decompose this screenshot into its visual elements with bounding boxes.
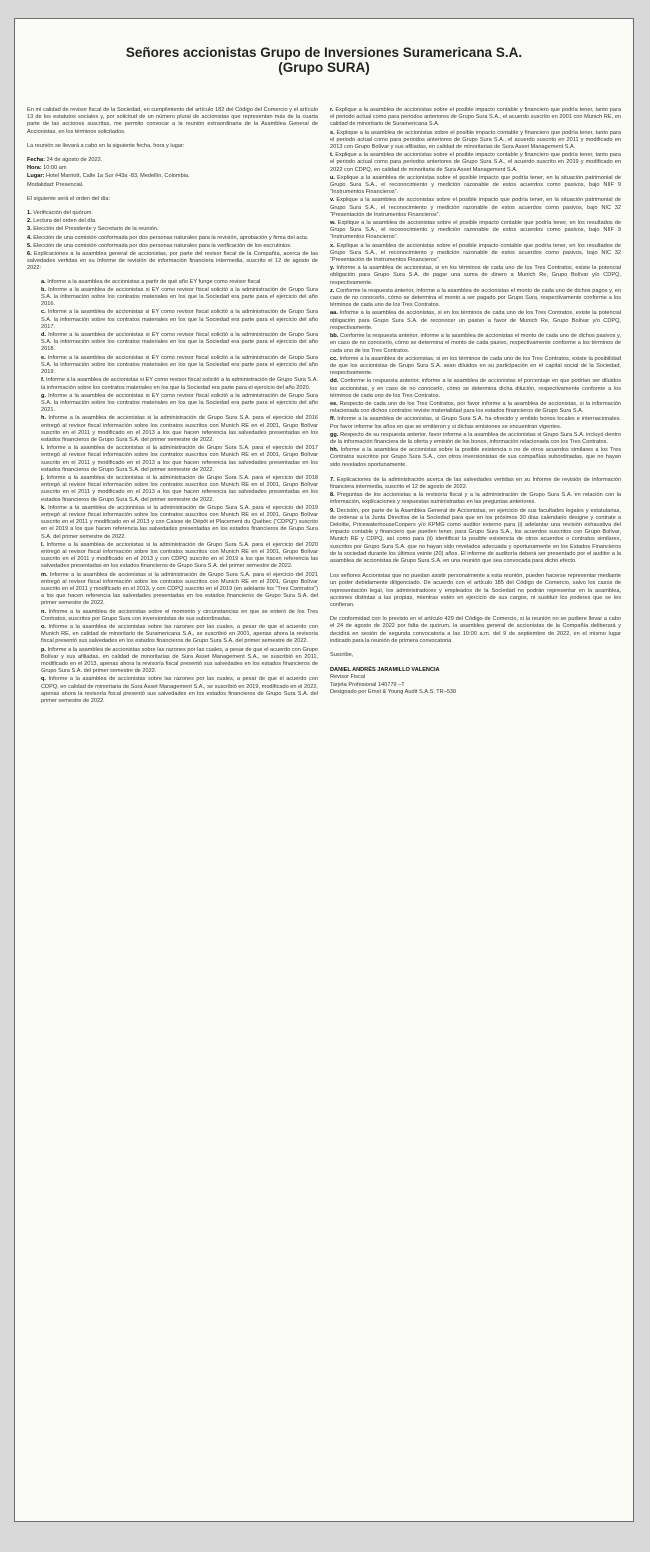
signer-card: Tarjeta Profesional 140779 –T bbox=[330, 681, 405, 688]
intro-paragraph: En mi calidad de revisor fiscal de la Sociedad, en cumplimiento del artículo 182 del Código del Comercio y el artículo 13 de los estatutos sociales y, por solicitud de un número plural de accionistas que representan más de la cuarta parte de las acciones suscritas, me permito convocar a la reunión extraordinaria de la Asamblea General de Accionistas, en los términos solicitados. bbox=[27, 107, 318, 135]
second-call-paragraph: De conformidad con lo previsto en el artículo 429 del Código de Comercio, si la reunión no se pudiere llevar a cabo el 24 de agosto de 2022 por falta de quórum, la asamblea general de accionistas de la Compañía deliberará y decidirá en sesión de segunda convocatoria a las 10:00 a.m. del 9 de septiembre de 2022, en el mismo lugar indicado para la reunión de primera convocatoria bbox=[330, 616, 621, 644]
sub-item: b. Informe a la asamblea de accionistas si EY como revisor fiscal solicitó a la administración de Grupo Sura S.A. la información sobre los contratos materiales en los que la Sociedad era parte para el ejercicio del año 2016. bbox=[41, 286, 318, 308]
sub-item: y. Informe a la asamblea de accionistas, si en los términos de cada uno de los Tres Contratos, existe la potencial obligación para Grupo Sura S.A. de pagar una suma de dinero a Munich Re, Grupo Bolívar y/o CDPQ, respectivamente. bbox=[330, 265, 621, 286]
hora-line: Hora: 10:00 am bbox=[27, 165, 67, 172]
text-columns bbox=[27, 107, 621, 1509]
notice-title bbox=[15, 45, 633, 75]
signer-name: DANIEL ANDRÉS JARAMILLO VALENCIA bbox=[330, 667, 440, 674]
lugar-line: Lugar: Hotel Marriott, Calle 1a Sur #43a -83, Medellín, Colombia. bbox=[27, 173, 190, 180]
sub-item: ff. Informe a la asamblea de accionistas, si Grupo Sura S.A. ha ofrecido y emitido bonos locales e internacionales. Por favor informe los años en que se emitieron y si dichas emisiones se encuentran vigentes. bbox=[330, 416, 621, 430]
sub-item: m. Informe a la asamblea de accionistas si la administración de Grupo Sura S.A. para el ejercicio del 2021 entregó al revisor fiscal información sobre los contratos suscritos con Munich RE en el 2001, Grupo Bolívar suscrito en el 2011 y modificado en el 2013, y con CDPQ suscrito en el 2019 (en adelante los “Tres Contratos”) a los que hacen referencia las salvedades presentadas en los estados financieros de Grupo Sura S.A. del primer semestre de 2022. bbox=[41, 571, 318, 607]
signer-firm: Designado por Ernst & Young Audit S.A.S. TR–530 bbox=[330, 688, 457, 695]
sub-item: n. Informe a la asamblea de accionistas sobre el momento y circunstancias en que se enteró de los Tres Contratos, suscritos por Grupo Sura con inversionistas de sus subordinadas. bbox=[41, 608, 318, 622]
sub-item: d. Informe a la asamblea de accionistas si EY como revisor fiscal solicitó a la administración de Grupo Sura S.A. la información sobre los contratos materiales en los que la Sociedad era parte para el ejercicio del año 2018. bbox=[41, 332, 318, 353]
sub-item: t. Explique a la asamblea de accionistas sobre el posible impacto contable y financiero que podría tener, tanto para el periodo actual como para periodos anteriores de Grupo Sura S.A., el acuerdo suscrito en 2019 y modificado en 2022 con CDPQ, en calidad de minoritaria de Sura Asset Management S.A. bbox=[330, 152, 621, 173]
sub-item: i. Informe a la asamblea de accionistas si la administración de Grupo Sura S.A. para el ejercicio del 2017 entregó al revisor fiscal información sobre los contratos suscritos con Munich RE en el 2001, Grupo Bolívar suscrito en el 2011 y modificado en el 2013 a los que hacen referencia las salvedades presentadas en los estados financieros de Grupo Sura S.A. del primer semestre de 2022. bbox=[41, 445, 318, 473]
sub-item: r. Explique a la asamblea de accionistas sobre el posible impacto contable y financiero que podría tener, tanto para el periodo actual como para periodos anteriores de Grupo Sura S.A., el acuerdo suscrito en 2001 con Munich RE, en calidad de minoritario de Suramericana S.A. bbox=[330, 107, 621, 128]
notice-sheet bbox=[14, 18, 634, 1522]
sub-item: dd. Conforme la respuesta anterior, informe a la asamblea de accionistas el porcentaje en que podrían ser diluidos los accionistas, y en caso de no conocerlo, cómo se determina dicha dilución, respectivamente conforme a los términos de cada uno de los Tres Contratos. bbox=[330, 378, 621, 399]
right-column bbox=[330, 107, 621, 1509]
sub-item: e. Informe a la asamblea de accionistas si EY como revisor fiscal solicitó a la administración de Grupo Sura S.A. la información sobre los contratos materiales en los que la Sociedad era parte para el ejercicio del año 2019. bbox=[41, 354, 318, 376]
sub-item: v. Explique a la asamblea de accionistas sobre el posible impacto que podría tener, en la situación patrimonial de Grupo Sura S.A., el reconocimiento y medición razonable de estos acuerdos como pasivos, bajo NIC 32 “Presentación de Instrumentos Financieros”. bbox=[330, 197, 621, 218]
agenda-item: 1. Verificación del quórum. bbox=[27, 210, 93, 217]
sub-items-right bbox=[330, 107, 621, 469]
sub-item: l. Informe a la asamblea de accionistas si la administración de Grupo Sura S.A. para el ejercicio del 2020 entregó al revisor fiscal información sobre los contratos suscritos con Munich RE en el 2001, Grupo Bolívar suscrito en el 2011 y modificado en el 2013 y con CDPQ suscrito en el 2019 a los que hacen referencia las salvedades presentadas en los estados financieros de Grupo Sura S.A. del primer semestre de 2022. bbox=[41, 541, 318, 570]
sub-item: j. Informe a la asamblea de accionistas si la administración de Grupo Sura S.A. para el ejercicio del 2018 entregó al revisor fiscal información sobre los contratos suscritos con Munich RE en el 2001, Grupo Bolívar suscrito en el 2011 y modificado en el 2013 a los que hacen referencia las salvedades presentadas en los estados financieros de Grupo Sura S.A. del primer semestre de 2022. bbox=[41, 474, 318, 503]
agenda-item: 4. Elección de una comisión conformada por dos personas naturales para la revisión, aprobación y firma del acta. bbox=[27, 234, 309, 241]
sub-item: gg. Respecto de su respuesta anterior, favor informe a la asamblea de accionistas si Grupo Sura S.A. incluyó dentro de la información financiera de la oferta y emisión de los bonos, información relacionada con los Tres Contratos. bbox=[330, 431, 621, 445]
agenda-item: 6. Explicaciones a la asamblea general de accionistas, por parte del revisor fiscal de la Compañía, acerca de las salvedades vertidas en su Informe de revisión de información financiera intermedia, suscrito el 12 de agosto de 2022: bbox=[27, 251, 318, 272]
signer-role: Revisor Fiscal bbox=[330, 674, 366, 681]
sub-item: q. Informe a la asamblea de accionistas sobre las razones por las cuales, a pesar de que el acuerdo con CDPQ, en calidad de minoritaria de Sura Asset Management S.A., se suscribió en 2019, modificado en el 2022, apenas ahora la revisoría fiscal presentó sus salvedades en los estados financieros de Grupo Sura S.A. del primer semestre de 2022. bbox=[41, 676, 318, 705]
sub-item: u. Explique a la asamblea de accionistas sobre el posible impacto que podría tener, en la situación patrimonial de Grupo Sura S.A., el reconocimiento y medición razonable de estos acuerdos como pasivos, bajo NIIF 9 “Instrumentos Financieros”. bbox=[330, 174, 621, 196]
sub-items-left bbox=[27, 279, 318, 706]
sub-item: o. Informe a la asamblea de accionistas sobre las razones por las cuales, a pesar de que el acuerdo con Munich RE, en calidad de minoritario de Suramericana S.A., se suscribió en 2001, apenas ahora la revisoría fiscal presentó sus salvedades en los estados financieros de Grupo Sura S.A. del primer semestre de 2022. bbox=[41, 624, 318, 645]
sub-item: c. Informe a la asamblea de accionistas si EY como revisor fiscal solicitó a la administración de Grupo Sura S.A. la información sobre los contratos materiales en los que la Sociedad era parte para el ejercicio del año 2017. bbox=[41, 309, 318, 330]
sub-item: f. Informe a la asamblea de accionistas si EY como revisor fiscal solicitó a la administración de Grupo Sura S.A. la información sobre los contratos materiales en los que la Sociedad era parte para el ejercicio del año 2020. bbox=[41, 377, 318, 391]
sub-item: s. Explique a la asamblea de accionistas sobre el posible impacto contable y financiero que podría tener, tanto para el periodo actual como para periodos anteriores de Grupo Sura S.A., el acuerdo suscrito en 2011 y modificado en 2013 con Grupo Bolívar y sus afiliadas, en calidad de minoritarias de Sura Asset Management S.A. bbox=[330, 129, 621, 151]
agenda-item: 5. Elección de una comisión conformada por dos personas naturales para la verificación de los escrutinios. bbox=[27, 242, 292, 249]
agenda-item: 3. Elección del Presidente y Secretario de la reunión. bbox=[27, 226, 159, 233]
sub-item: hh. Informe a la asamblea de accionistas sobre la posible existencia o no de otros acuerdos similares a los Tres Contratos suscritos por Grupo Sura S.A., con otros inversionistas de sus compañías subordinadas, que no hayan sido revelados oportunamente. bbox=[330, 447, 621, 468]
sub-item: g. Informe a la asamblea de accionistas si EY como revisor fiscal solicitó a la administración de Grupo Sura S.A. la información sobre los contratos materiales en los que la Sociedad era parte para el ejercicio del año 2021. bbox=[41, 392, 318, 414]
sub-item: ee. Respecto de cada uno de los Tres Contratos, por favor informe a la asamblea de accionistas, si la información relacionada con dichos contratos reviste materialidad para los estados financieros de Grupo Sura S.A. bbox=[330, 400, 621, 415]
sub-item: aa. Informe a la asamblea de accionistas, si en los términos de cada uno de los Tres Contratos, existe la potencial obligación para Grupo Sura S.A. de reconocer un pasivo a favor de Munich Re, Grupo Bolívar y/o CDPQ, respectivamente. bbox=[330, 310, 621, 331]
left-column bbox=[27, 107, 318, 1509]
suscribe-line: Suscribe, bbox=[330, 652, 354, 659]
sub-item: h. Informe a la asamblea de accionistas si la administración de Grupo Sura S.A. para el ejercicio del 2016 entregó al revisor fiscal información sobre los contratos suscritos con Munich RE en el 2001, Grupo Bolívar suscrito en el 2011 y modificado en el 2013 a los que hacen referencia las salvedades presentadas en los estados financieros de Grupo Sura S.A. del primer semestre de 2022. bbox=[41, 415, 318, 443]
sub-item: cc. Informe a la asamblea de accionistas, si en los términos de cada uno de los Tres Contratos, existe la posibilidad de que los accionistas de Grupo Sura S.A. sean diluidos en su participación en el capital social de la Sociedad, respectivamente. bbox=[330, 355, 621, 377]
meeting-intro: La reunión se llevará a cabo en la siguiente fecha, hora y lugar: bbox=[27, 142, 185, 149]
sub-item: w. Explique a la asamblea de accionistas sobre el posible impacto contable que podría tener, en los resultados de Grupo Sura S.A., el reconocimiento y medición razonable de estos acuerdos como pasivos, bajo NIIF 9 “Instrumentos Financieros”. bbox=[330, 220, 621, 241]
modalidad-line: Modalidad: Presencial. bbox=[27, 181, 84, 188]
agenda-list bbox=[27, 210, 318, 273]
title-line-1: Señores accionistas Grupo de Inversiones Suramericana S.A. bbox=[125, 45, 523, 60]
sub-item: z. Conforme la respuesta anterior, informe a la asamblea de accionistas el monto de cada uno de dichos pagos y, en caso de no conocerlo, cómo se determina el monto a ser pagado por Grupo Sura, respectivamente conforme a los términos de cada uno de los Tres Contratos. bbox=[330, 287, 621, 309]
sub-item: a. Informe a la asamblea de accionistas a partir de qué año EY funge como revisor fiscal bbox=[41, 278, 261, 285]
agenda-item: 8. Preguntas de los accionistas a la revisoría fiscal y a la administración de Grupo Sura S.A. en relación con la información, explicaciones y respuestas suministradas en las preguntas anteriores. bbox=[330, 492, 621, 506]
signature-block bbox=[330, 667, 621, 696]
agenda-item: 7. Explicaciones de la administración acerca de las salvedades vertidas en su Informe de revisión de información financiera intermedia, suscrito el 12 de agosto de 2022. bbox=[330, 476, 621, 490]
agenda-list-continued bbox=[330, 477, 621, 565]
proxy-paragraph: Los señores Accionistas que no puedan asistir personalmente a esta reunión, pueden hacerse representar mediante un poder debidamente diligenciado. De acuerdo con el artículo 185 del Código de Comercio, salvo los casos de representación legal, los administradores y empleados de la Sociedad no podrán representar en la asamblea, acciones distintas a las propias, mientras estén en ejercicio de sus cargos, ni sustituir los poderes que se les confieran. bbox=[330, 573, 621, 608]
sub-item: x. Explique a la asamblea de accionistas sobre el posible impacto contable que podría tener, en los resultados de Grupo Sura S.A., el reconocimiento y medición razonable de estos acuerdos como pasivos, bajo NIC 32 “Presentación de Instrumentos Financieros”. bbox=[330, 242, 621, 264]
fecha-line: Fecha: 24 de agosto de 2022. bbox=[27, 157, 103, 164]
title-line-2: (Grupo SURA) bbox=[278, 60, 370, 75]
agenda-item: 2. Lectura del orden del día. bbox=[27, 218, 97, 225]
sub-item: k. Informe a la asamblea de accionistas si la administración de Grupo Sura S.A. para el ejercicio del 2019 entregó al revisor fiscal información sobre los contratos suscritos con Munich RE en el 2001, Grupo Bolívar suscrito en el 2011 y modificado en el 2013 y con Caisse de Dépôt et Placement du Québec (“CDPQ”) suscrito en el 2019 a los que hacen referencia las salvedades presentadas en los estados financieros de Grupo Sura S.A. del primer semestre de 2022. bbox=[41, 504, 318, 540]
sub-item: p. Informe a la asamblea de accionistas sobre las razones por las cuales, a pesar de que el acuerdo con Grupo Bolívar y sus afiliadas, en calidad de minoritarias de Sura Asset Management S.A., se suscribió en 2011, modificado en el 2013, apenas ahora la revisoría fiscal presentó sus salvedades en los estados financieros de Grupo Sura S.A. del primer semestre de 2022. bbox=[41, 646, 318, 675]
sub-item: bb. Conforme la respuesta anterior, informe a la asamblea de accionistas el monto de cada uno de dichos pasivos y, en caso de no conocerlo, cómo se determina el monto de cada pasivo, respectivamente conforme a los términos de cada uno de los Tres Contratos. bbox=[330, 333, 621, 354]
agenda-item: 9. Decisión, por parte de la Asamblea General de Accionistas, en ejercicio de sus facultades legales y estatutarias, de ordenar a la Junta Directiva de la Sociedad para que en los próximos 30 días calendario designe y contrate a Deloitte, PricewaterhouseCoopers y/o KPMG como auditor externo para (i) adelantar una revisión exhaustiva del impacto contable y financiero que pueden tener, para Grupo Sura S.A., los acuerdos suscritos con Grupo Bolívar, Munich RE y CDPQ, así como para (ii) identificar la posible existencia de otros acuerdos o contratos similares, suscritos por Grupo Sura S.A. que no hayan sido revelados adecuada y oportunamente en los Estados Financieros de la sociedad durante los últimos veinte (20) años. El informe de auditoría deberá ser presentado por el auditor a la asamblea de accionistas de Grupo Sura S.A. en una reunión que sea convocada para dicho efecto. bbox=[330, 507, 621, 564]
agenda-intro: El siguiente será el orden del día: bbox=[27, 195, 111, 202]
